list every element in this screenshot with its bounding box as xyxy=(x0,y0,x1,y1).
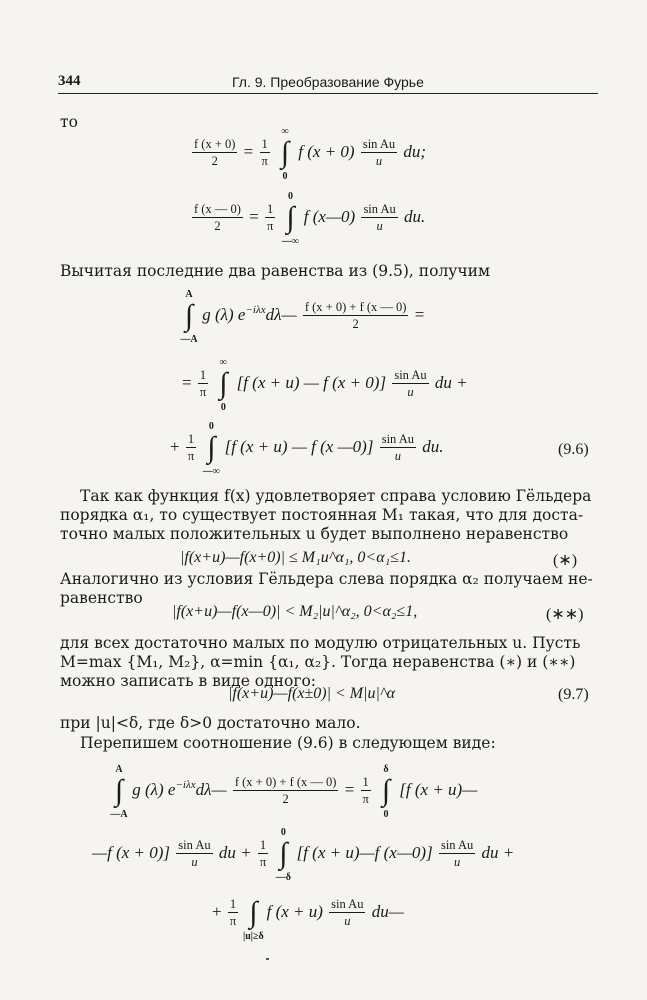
paragraph-max-line2: M=max {M₁, M₂}, α=min {α₁, α₂}. Тогда неравенства (∗) и (∗∗) xyxy=(60,653,576,671)
formula-eq8: + $\frac{1}{\pi}$ ∫ |u|≥δ f (x + u) $\frac{\text{sin Au}}{u}$ du— xyxy=(212,895,404,942)
running-title: Гл. 9. Преобразование Фурье xyxy=(232,74,424,90)
paragraph-holder-line2: порядка α₁, то существует постоянная M₁ такая, что для доста- xyxy=(60,506,584,524)
scan-speck xyxy=(266,958,269,960)
header-rule xyxy=(58,93,598,94)
paragraph-holder-line3: точно малых положительных u будет выполнено неравенство xyxy=(60,525,569,543)
inequality-9-7: |f(x+u)—f(x±0)| < M|u|^α xyxy=(228,685,396,702)
formula-eq5: + $\frac{1}{\pi}$ 0 ∫ —∞ [f (x + u) — f (x —0)] $\frac{\text{sin Au}}{u}$ du. xyxy=(170,420,444,477)
page-number: 344 xyxy=(58,73,81,89)
formula-eq3: A ∫ —A g (λ) $e^{-i\lambda x}d\lambda—$ $\frac{f (x + 0) + f (x — 0)}{2}$ = xyxy=(180,288,425,345)
paragraph-left-holder-line1: Аналогично из условия Гёльдера слева порядка α₂ получаем не- xyxy=(60,570,593,588)
formula-eq6: A ∫ —A g (λ) $e^{-i\lambda x}d\lambda—$ $\frac{f (x + 0) + f (x — 0)}{2}$ = $\frac{1}{\pi}$ δ ∫ 0 [f (x + u)— xyxy=(110,763,478,820)
formula-eq4: = $\frac{1}{\pi}$ ∞ ∫ 0 [f (x + u) — f (x + 0)] $\frac{\text{sin Au}}{u}$ du + xyxy=(182,356,468,413)
formula-eq7: —f (x + 0)] $\frac{\text{sin Au}}{u}$ du + $\frac{1}{\pi}$ 0 ∫ —δ [f (x + u)—f (x—0)] $\frac{\text{sin Au}}{u}$ du + xyxy=(92,826,515,883)
formula-eq1: $\frac{f (x + 0)}{2}$ = $\frac{1}{\pi}$ ∞ ∫ 0 f (x + 0) $\frac{\text{sin Au}}{u}$ du; xyxy=(194,125,427,182)
paragraph-max-line3: можно записать в виде одного: xyxy=(60,672,317,690)
paragraph-subtract: Вычитая последние два равенства из (9.5), получим xyxy=(60,262,491,280)
inequality-double-star: |f(x+u)—f(x—0)| < M₂|u|^α₂, 0<α₂≤1, xyxy=(172,603,418,620)
paragraph-left-holder-line2: равенство xyxy=(60,589,143,607)
inequality-star: |f(x+u)—f(x+0)| ≤ M₁u^α₁, 0<α₁≤1. xyxy=(180,549,411,566)
text-to: то xyxy=(60,113,78,131)
equation-number-9-6: (9.6) xyxy=(558,441,589,458)
paragraph-holder-line1: Так как функция f(x) удовлетворяет справа условию Гёльдера xyxy=(80,487,592,505)
inequality-double-star-mark: (∗∗) xyxy=(546,606,584,623)
inequality-star-mark: (∗) xyxy=(553,552,578,569)
paragraph-max-line1: для всех достаточно малых по модулю отрицательных u. Пусть xyxy=(60,634,581,652)
formula-eq2: $\frac{f (x — 0)}{2}$ = $\frac{1}{\pi}$ 0 ∫ —∞ f (x—0) $\frac{\text{sin Au}}{u}$ du. xyxy=(194,190,426,247)
equation-number-9-7: (9.7) xyxy=(558,686,589,703)
paragraph-delta: при |u|<δ, где δ>0 достаточно мало. xyxy=(60,714,361,732)
paragraph-rewrite: Перепишем соотношение (9.6) в следующем виде: xyxy=(80,734,496,752)
